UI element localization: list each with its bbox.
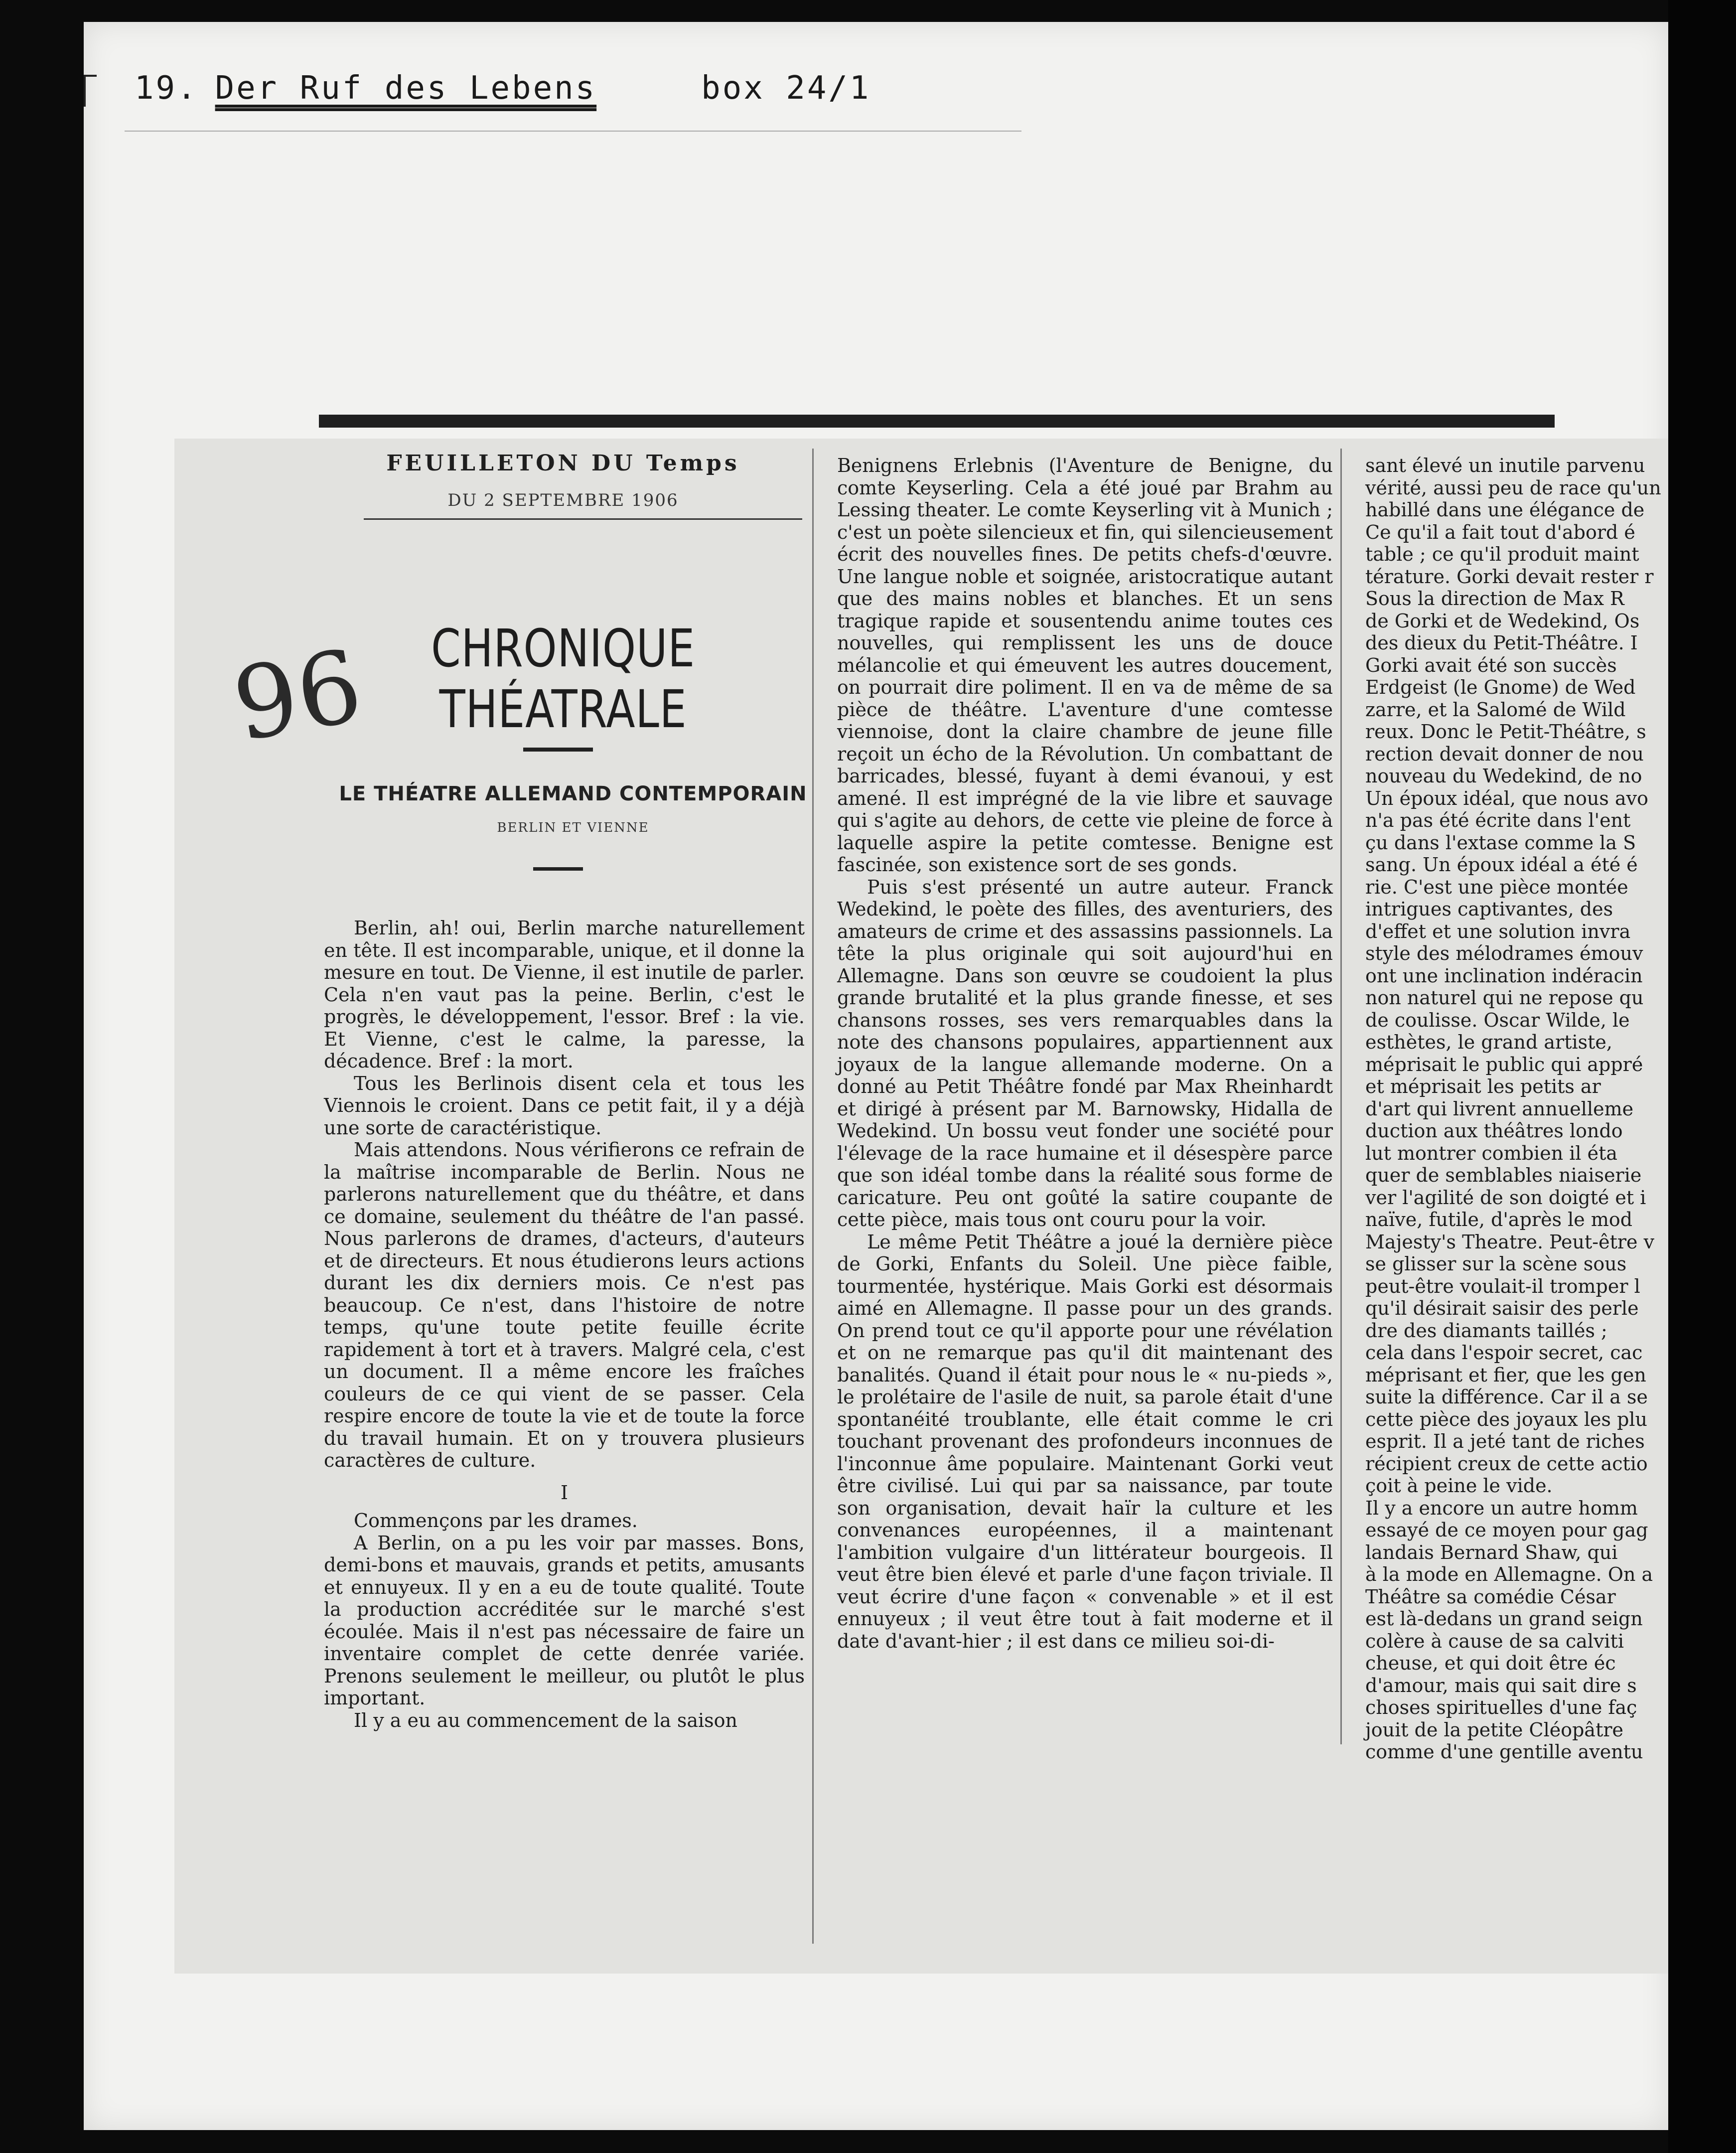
handwritten-number: 96 [225, 627, 370, 765]
text-line: peut-être voulait-il tromper l [1365, 1275, 1640, 1297]
text-line: à la mode en Allemagne. On a [1365, 1563, 1653, 1585]
text-line: cela dans l'espoir secret, cac [1365, 1342, 1643, 1364]
text-line: lut montrer combien il éta [1365, 1142, 1618, 1164]
paragraph: Commençons par les drames. [354, 1510, 638, 1532]
text-line: Il y a encore un autre homm [1365, 1497, 1638, 1519]
text-line: non naturel qui ne repose qu [1365, 987, 1644, 1009]
text-line: table ; ce qu'il produit maint [1365, 543, 1639, 565]
article-subtitle: LE THÉATRE ALLEMAND CONTEMPORAIN [339, 782, 807, 805]
text-line: esthètes, le grand artiste, [1365, 1031, 1612, 1053]
paragraph: Mais attendons. Nous vérifierons ce refrain de la maîtrise incomparable de Berlin. Nous ne parlerons naturellement que du théâtre, et dans ce domaine, seulement du théâtre de l'an passé. Nous parlerons de drames, d'acteurs, d'auteurs et de directeurs. Et nous étudierons leurs actions durant les dix derniers mois. Ce n'est pas beaucoup. Ce n'est, dans l'histoire de notre temps, qu'une toute petite feuille écrite rapidement à tort et à travers. Malgré cela, c'est un document. Il a même encore les fraîches couleurs de ce qui vient de se passer. Cela respire encore de toute la vie et de toute la force du travail humain. Et on y trouvera plusieurs caractères de culture. [324, 1139, 805, 1471]
top-rule [319, 415, 1555, 428]
text-line: quer de semblables niaiserie [1365, 1164, 1642, 1186]
text-line: térature. Gorki devait rester r [1365, 565, 1654, 588]
text-line: cette pièce des joyaux les plu [1365, 1408, 1648, 1430]
box-label: box 24/1 [701, 70, 871, 107]
text-line: n'a pas été écrite dans l'ent [1365, 809, 1631, 831]
text-line: landais Bernard Shaw, qui [1365, 1541, 1618, 1563]
text-line: reux. Donc le Petit-Théâtre, s [1365, 721, 1646, 743]
text-line: méprisant et fier, que les gen [1365, 1364, 1646, 1386]
paragraph: Berlin, ah! oui, Berlin marche naturellement en tête. Il est incomparable, unique, et il donne la mesure en tout. De Vienne, il est inutile de parler. Cela n'en vaut pas la peine. Berlin, c'est le progrès, le développement, l'essor. Bref : la vie. Et Vienne, c'est le calme, la paresse, la décadence. Bref : la mort. [324, 917, 805, 1072]
text-line: nouveau du Wedekind, de no [1365, 765, 1642, 787]
text-line: ver l'agilité de son doigté et i [1365, 1186, 1646, 1209]
text-line: suite la différence. Car il a se [1365, 1386, 1648, 1408]
column-3 [1365, 455, 1674, 1763]
article-title: CHRONIQUE THÉATRALE [431, 618, 695, 740]
text-line: duction aux théâtres londo [1365, 1120, 1623, 1142]
text-line: Gorki avait été son succès [1365, 654, 1617, 676]
paragraph: Le même Petit Théâtre a joué la dernière pièce de Gorki, Enfants du Soleil. Une pièce faible, tourmentée, hystérique. Mais Gorki est désormais aimé en Allemagne. Il passe pour un des grands. On prend tout ce qu'il apporte pour une révélation et on ne remarque pas qu'il dit maintenant des banalités. Quand il était pour nous le « nu-pieds », le prolétaire de l'asile de nuit, sa parole était d'une spontanéité troublante, elle était comme le cri touchant provenant des profondeurs inconnues de l'inconnue âme populaire. Maintenant Gorki veut être civilisé. Lui qui par sa naissance, par toute son organisation, devait haïr la culture et les convenances européennes, il a maintenant l'ambition vulgaire d'un littérateur bourgeois. Il veut être bien élevé et parle d'une façon triviale. Il veut écrire d'une façon « convenable » et il est ennuyeux ; il veut être tout à fait moderne et il date d'avant-hier ; il est dans ce milieu soi-di- [837, 1230, 1333, 1652]
paragraph: Tous les Berlinois disent cela et tous les Viennois le croient. Dans ce petit fait, il y a déjà une sorte de caractéristique. [324, 1072, 805, 1139]
corner-mark [84, 75, 97, 107]
text-line: de coulisse. Oscar Wilde, le [1365, 1009, 1630, 1031]
title-rule [523, 748, 593, 752]
newspaper-clipping [174, 439, 1668, 2033]
text-line: style des mélodrames émouv [1365, 942, 1643, 964]
text-line: vérité, aussi peu de race qu'un [1365, 476, 1661, 499]
text-line: d'effet et une solution invra [1365, 920, 1631, 942]
text-line: zarre, et la Salomé de Wild [1365, 698, 1626, 721]
text-line: Sous la direction de Max R [1365, 588, 1624, 610]
text-line: comme d'une gentille aventu [1365, 1741, 1643, 1763]
text-line: sang. Un époux idéal a été é [1365, 854, 1638, 876]
text-line: dre des diamants taillés ; [1365, 1319, 1607, 1342]
text-line: qu'il désirait saisir des perle [1365, 1297, 1639, 1319]
column-divider [812, 449, 814, 1944]
text-line: est là-dedans un grand seign [1365, 1608, 1643, 1630]
archive-header [135, 70, 870, 107]
paragraph: Il y a eu au commencement de la saison [354, 1709, 738, 1731]
text-line: rection devait donner de nou [1365, 743, 1644, 765]
paragraph: Benignens Erlebnis (l'Aventure de Benigne, du comte Keyserling. Cela a été joué par Brahm au Lessing theater. Le comte Keyserling vit à Munich ; c'est un poète silencieux et fin, qui silencieusement écrit des nouvelles fines. De petits chefs-d'œuvre. Une langue noble et soignée, aristocratique autant que des mains nobles et blanches. Et un sens tragique rapide et sousentendu anime toutes ces nouvelles, qui remplissent les uns de douce mélancolie et qui émeuvent les autres doucement, on pourrait dire poliment. Il en va de même de sa pièce de théâtre. L'aventure d'une comtesse viennoise, dont la claire chambre de jeune fille reçoit un écho de la Révolution. Un combattant de barricades, blessé, fuyant à demi évanoui, y est amené. Il est imprégné de la vie libre et sauvage qui s'agite au dehors, de cette vie pleine de force à laquelle aspire la petite comtesse. Benigne est fascinée, son existence sort de ses gonds. [837, 455, 1333, 876]
dateline: DU 2 SEPTEMBRE 1906 [447, 490, 679, 510]
text-line: habillé dans une élégance de [1365, 499, 1645, 521]
text-line: ont une inclination indéracin [1365, 964, 1643, 987]
item-number: 19. [135, 70, 198, 107]
paragraph: A Berlin, on a pu les voir par masses. Bons, demi-bons et mauvais, grands et petits, amusants et ennuyeux. Il y en a eu de toute qualité. Toute la production accréditée sur le marché s'est écoulée. Mais il n'est pas nécessaire de faire un inventaire complet de cette denrée variée. Prenons seulement le meilleur, ou plutôt le plus important. [324, 1532, 805, 1709]
text-line: naïve, futile, d'après le mod [1365, 1209, 1633, 1230]
text-line: de Gorki et de Wedekind, Os [1365, 610, 1640, 632]
column-1 [324, 917, 805, 1731]
column-2 [837, 455, 1333, 1652]
text-line: Majesty's Theatre. Peut-être v [1365, 1230, 1655, 1253]
text-line: colère à cause de sa calviti [1365, 1630, 1624, 1652]
text-line: choses spirituelles d'une faç [1365, 1696, 1637, 1718]
article-place: BERLIN ET VIENNE [497, 820, 649, 835]
text-line: d'amour, mais qui sait dire s [1365, 1674, 1637, 1696]
text-line: méprisait le public qui appré [1365, 1053, 1643, 1076]
section-rule [533, 867, 583, 871]
text-line: sant élevé un inutile parvenu [1365, 455, 1645, 476]
text-line: Erdgeist (le Gnome) de Wed [1365, 676, 1636, 698]
text-line: Un époux idéal, que nous avo [1365, 787, 1648, 809]
text-line: jouit de la petite Cléopâtre [1365, 1718, 1623, 1741]
text-line: cheuse, et qui doit être éc [1365, 1652, 1616, 1674]
column-divider [1340, 449, 1342, 1744]
text-line: çu dans l'extase comme la S [1365, 831, 1636, 854]
masthead-rule [364, 518, 802, 520]
header-rule [125, 131, 1021, 132]
text-line: Théâtre sa comédie César [1365, 1585, 1616, 1608]
work-title: Der Ruf des Lebens [215, 70, 597, 107]
text-line: des dieux du Petit-Théâtre. I [1365, 632, 1638, 654]
feuilleton-masthead: FEUILLETON DU Temps [386, 451, 740, 476]
text-line: çoit à peine le vide. [1365, 1475, 1553, 1497]
film-border [1668, 0, 1736, 2153]
text-line: rie. C'est une pièce montée [1365, 876, 1628, 898]
text-line: esprit. Il a jeté tant de riches [1365, 1430, 1645, 1452]
text-line: d'art qui livrent annuelleme [1365, 1097, 1634, 1120]
text-line: récipient creux de cette actio [1365, 1452, 1648, 1475]
text-line: Ce qu'il a fait tout d'abord é [1365, 521, 1635, 543]
text-line: essayé de ce moyen pour gag [1365, 1519, 1648, 1541]
text-line: se glisser sur la scène sous [1365, 1253, 1627, 1275]
text-line: et méprisait les petits ar [1365, 1076, 1601, 1097]
section-numeral: I [560, 1481, 568, 1504]
text-line: intrigues captivantes, des [1365, 898, 1613, 920]
paragraph: Puis s'est présenté un autre auteur. Franck Wedekind, le poète des filles, des aventuriers, des amateurs de crime et des assassins passionnels. La tête la plus originale qui soit aujourd'hui en Allemagne. Dans son œuvre se coudoient la plus grande brutalité et la plus grande finesse, et ses chansons rosses, ses vers remarquables dans la note des chansons populaires, appartiennent aux joyaux de la langue allemande moderne. On a donné au Petit Théâtre fondé par Max Rheinhardt et dirigé à présent par M. Barnowsky, Hidalla de Wedekind. Un bossu veut fonder une société pour l'élevage de la race humaine et il désespère parce que son idéal tombe dans la réalité sous forme de caricature. Peu ont goûté la satire coupante de cette pièce, mais tous ont couru pour la voir. [837, 876, 1333, 1230]
